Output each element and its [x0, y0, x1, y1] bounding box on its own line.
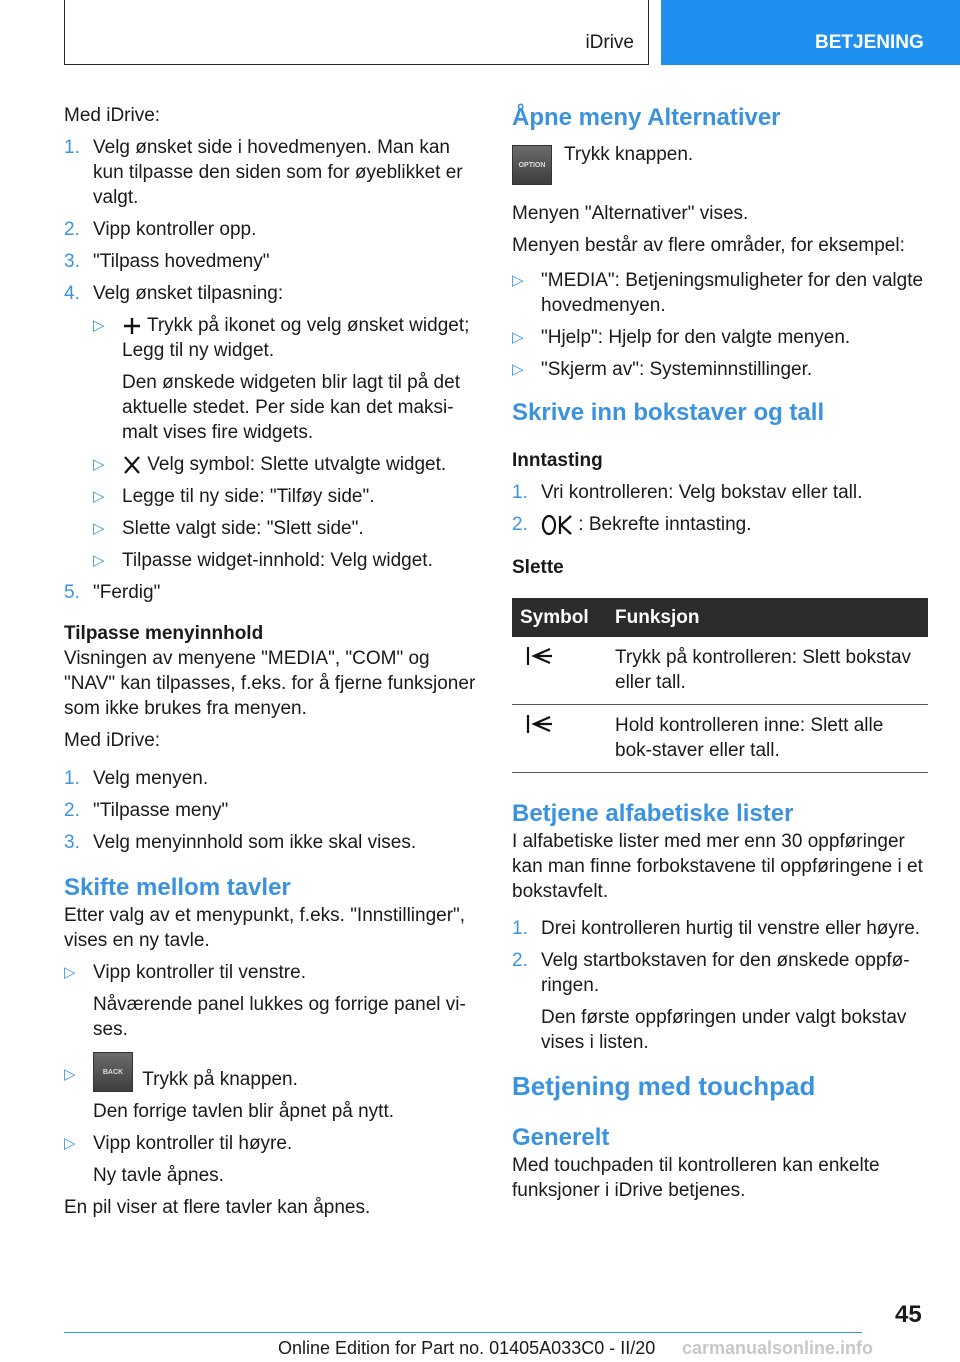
body-text: Menyen "Alternativer" vises. [512, 203, 749, 224]
triangle-bullet-icon: ▷ [93, 317, 105, 334]
table-header: Symbol [512, 598, 607, 637]
triangle-bullet-icon: ▷ [512, 272, 524, 289]
sub-list [64, 313, 482, 573]
note-text: Nåværende panel lukkes og forrige panel vi-ses. [93, 994, 466, 1040]
body-text: I alfabetiske lister med mer enn 30 oppføringer kan man finne forbokstavene til oppføringene i et bokstavfelt. [512, 831, 923, 902]
body-text: Menyen består av flere områder, for eksempel: [512, 235, 905, 256]
list-item: 2. Vipp kontroller opp. [64, 219, 257, 240]
list-item: ▷ Vipp kontroller til høyre. [64, 1133, 293, 1154]
triangle-bullet-icon: ▷ [64, 964, 76, 981]
triangle-bullet-icon: ▷ [512, 329, 524, 346]
header-box [64, 0, 649, 65]
note-text: Ny tavle åpnes. [93, 1165, 224, 1186]
x-icon [122, 456, 142, 474]
sub-heading: Generelt [512, 1124, 610, 1151]
list-item: 2. : Bekrefte inntasting. [512, 514, 752, 535]
section-heading: Skifte mellom tavler [64, 874, 291, 901]
list-item: ▷ Trykk på ikonet og velg ønsket widget; Legg til ny widget. [93, 315, 470, 361]
ok-icon [541, 514, 573, 536]
list-item: 1. Velg ønsket side i hovedmenyen. Man kan kun tilpasse den siden som for øyeblikket er valgt. [64, 137, 463, 208]
body-text: Etter valg av et menypunkt, f.eks. "Innstillinger", vises en ny tavle. [64, 905, 466, 951]
note-text: Den ønskede widgeten blir lagt til på det aktuelle stedet. Per side kan det maksi-malt vises fire widgets. [122, 372, 460, 443]
list-item: ▷ Slette valgt side: "Slett side". [93, 518, 364, 539]
section-heading: Skrive inn bokstaver og tall [512, 399, 825, 426]
body-text: Visningen av menyene "MEDIA", "COM" og "NAV" kan tilpasses, f.eks. for å fjerne funksjoner som ikke brukes fra menyen. [64, 648, 476, 719]
list-item: 1. Velg menyen. [64, 768, 209, 789]
section-title: BETJENING [815, 32, 924, 53]
intro-text: Med iDrive: [64, 730, 161, 751]
list-item: 2. Velg startbokstaven for den ønskede oppfø-ringen. [512, 950, 910, 996]
section-heading: Betjening med touchpad [512, 1071, 816, 1101]
sub-heading: Inntasting [512, 450, 603, 471]
list-item: 2. "Tilpasse meny" [64, 800, 229, 821]
triangle-bullet-icon: ▷ [93, 552, 105, 569]
list-item: ▷ Legge til ny side: "Tilføy side". [93, 486, 375, 507]
option-button-image: OPTION [512, 145, 552, 185]
triangle-bullet-icon: ▷ [64, 1066, 76, 1083]
list-item: 5. "Ferdig" [64, 582, 161, 603]
list-item: 4. Velg ønsket tilpasning: [64, 283, 284, 304]
triangle-bullet-icon: ▷ [93, 520, 105, 537]
footer-divider [64, 1332, 862, 1333]
intro-text: Med iDrive: [64, 105, 161, 126]
triangle-bullet-icon: ▷ [512, 361, 524, 378]
list-item: ▷ "Skjerm av": Systeminnstillinger. [512, 359, 813, 380]
delete-char-icon [520, 645, 554, 667]
list-item: ▷ Vipp kontroller til venstre. [64, 962, 306, 983]
option-row: OPTION Trykk knappen. [512, 145, 928, 185]
list-item: 3. Velg menyinnhold som ikke skal vises. [64, 832, 417, 853]
table-row [512, 705, 928, 773]
list-item: ▷ "MEDIA": Betjeningsmuligheter for den valgte hovedmenyen. [512, 270, 924, 316]
note-text: Den første oppføringen under valgt bokstav vises i listen. [541, 1007, 907, 1053]
table-cell: Trykk på kontrolleren: Slett bokstav eller tall. [607, 637, 928, 705]
triangle-bullet-icon: ▷ [93, 456, 105, 473]
sub-heading: Slette [512, 557, 564, 578]
section-heading: Tilpasse menyinnhold [64, 623, 264, 644]
header-title: iDrive [585, 32, 634, 53]
table-header: Funksjon [607, 598, 928, 637]
body-text: En pil viser at flere tavler kan åpnes. [64, 1197, 371, 1218]
table-row [512, 637, 928, 705]
left-column [64, 103, 482, 1227]
watermark: carmanualsonline.info [682, 1338, 874, 1358]
back-button-image: BACK [93, 1052, 133, 1092]
page-number: 45 [895, 1301, 922, 1328]
list-item: 1. Drei kontrolleren hurtig til venstre eller høyre. [512, 918, 921, 939]
body-text: Med touchpaden til kontrolleren kan enkelte funksjoner i iDrive betjenes. [512, 1155, 880, 1201]
list-item: 3. "Tilpass hovedmeny" [64, 251, 270, 272]
list-item: ▷ BACK Trykk på knappen. [64, 1052, 482, 1092]
symbol-table [512, 598, 928, 773]
footer-edition: Online Edition for Part no. 01405A033C0 - II/20 [278, 1338, 656, 1358]
list-item: ▷ "Hjelp": Hjelp for den valgte menyen. [512, 327, 851, 348]
list-item: 1. Vri kontrolleren: Velg bokstav eller tall. [512, 482, 863, 503]
table-header-row [512, 598, 928, 637]
section-tab [661, 0, 960, 65]
triangle-bullet-icon: ▷ [64, 1135, 76, 1152]
section-heading: Åpne meny Alternativer [512, 104, 781, 131]
note-text: Den forrige tavlen blir åpnet på nytt. [93, 1101, 395, 1122]
list-item: ▷ Velg symbol: Slette utvalgte widget. [93, 454, 447, 475]
plus-icon [122, 317, 142, 335]
delete-char-icon [520, 713, 554, 735]
triangle-bullet-icon: ▷ [93, 488, 105, 505]
table-cell: Hold kontrolleren inne: Slett alle bok-staver eller tall. [607, 705, 928, 773]
section-heading: Betjene alfabetiske lister [512, 800, 794, 827]
right-column [512, 103, 928, 1210]
list-item: ▷ Tilpasse widget-innhold: Velg widget. [93, 550, 433, 571]
